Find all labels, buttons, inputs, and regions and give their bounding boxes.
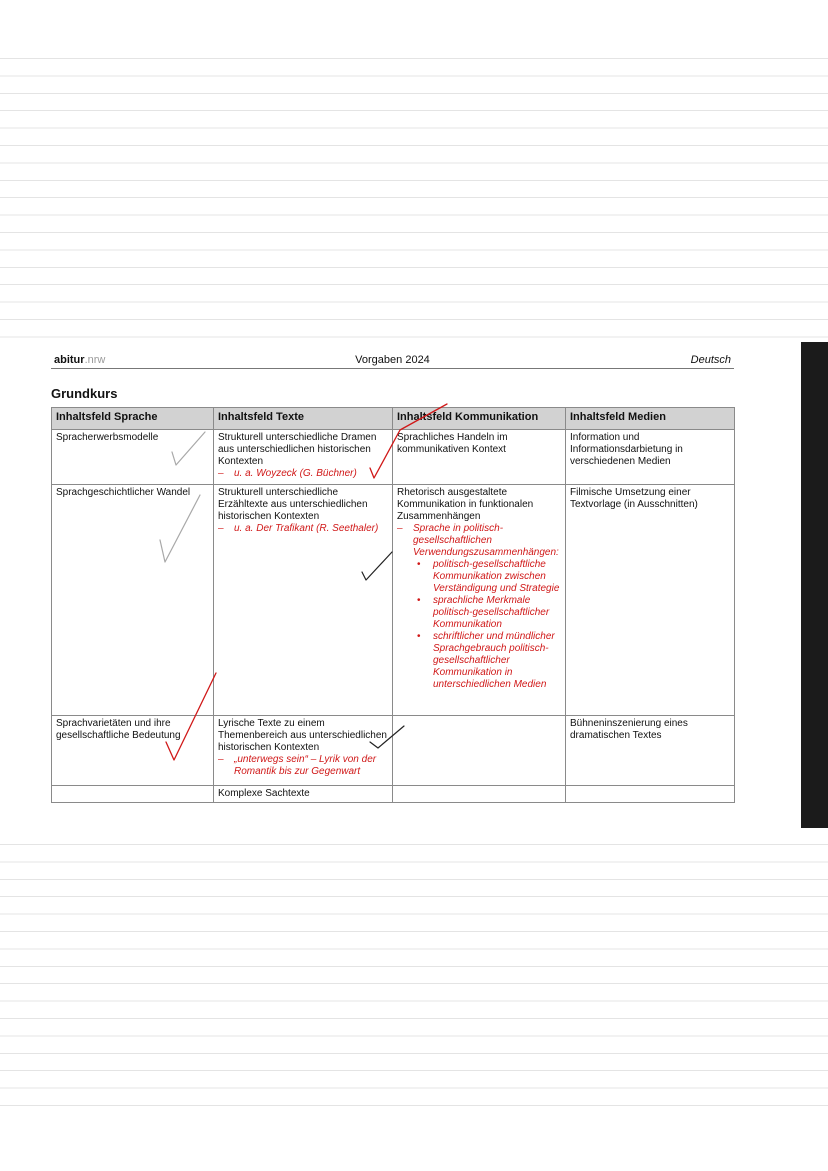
list-item: • schriftlicher und mündlicher Sprachgebrauch politisch-gesellschaftlicher Kommunikation in unterschiedlichen Medien bbox=[397, 631, 561, 691]
cell-sprache: Sprachgeschichtlicher Wandel bbox=[52, 485, 214, 716]
kommunikation-note: – Sprache in politisch-gesellschaftlichen Verwendungszusammenhängen: bbox=[397, 523, 561, 559]
list-item: • sprachliche Merkmale politisch-gesellschaftlicher Kommunikation bbox=[397, 595, 561, 631]
cell-texte: Strukturell unterschiedliche Dramen aus unterschiedlichen historischen Kontexten – u. a. Woyzeck (G. Büchner) bbox=[214, 430, 393, 485]
table-row bbox=[52, 485, 735, 716]
table-row bbox=[52, 430, 735, 485]
cell-medien: Filmische Umsetzung einer Textvorlage (in Ausschnitten) bbox=[566, 485, 735, 716]
table-row bbox=[52, 786, 735, 803]
header-subject: Deutsch bbox=[690, 354, 731, 366]
column-header: Inhaltsfeld Medien bbox=[566, 408, 735, 430]
header-title: Vorgaben 2024 bbox=[355, 354, 430, 366]
texte-note: – u. a. Woyzeck (G. Büchner) bbox=[218, 468, 388, 480]
column-header: Inhaltsfeld Texte bbox=[214, 408, 393, 430]
cell-medien: Bühneninszenierung eines dramatischen Textes bbox=[566, 716, 735, 786]
cell-sprache: Sprachvarietäten und ihre gesellschaftliche Bedeutung bbox=[52, 716, 214, 786]
column-header: Inhaltsfeld Sprache bbox=[52, 408, 214, 430]
cell-sprache bbox=[52, 786, 214, 803]
cell-texte: Strukturell unterschiedliche Erzähltexte aus unterschiedlichen historischen Kontexten – u. a. Der Trafikant (R. Seethaler) bbox=[214, 485, 393, 716]
cell-kommunikation: Sprachliches Handeln im kommunikativen Kontext bbox=[393, 430, 566, 485]
list-item: • politisch-gesellschaftliche Kommunikation zwischen Verständigung und Strategie bbox=[397, 559, 561, 595]
dark-side-panel bbox=[801, 342, 828, 828]
texte-note: – u. a. Der Trafikant (R. Seethaler) bbox=[218, 523, 388, 535]
page-header bbox=[51, 352, 734, 369]
cell-texte: Komplexe Sachtexte bbox=[214, 786, 393, 803]
course-title: Grundkurs bbox=[51, 386, 118, 401]
texte-note: – „unterwegs sein“ – Lyrik von der Romantik bis zur Gegenwart bbox=[218, 754, 388, 778]
document-page bbox=[51, 352, 734, 799]
table-header-row bbox=[52, 408, 735, 430]
cell-texte: Lyrische Texte zu einem Themenbereich aus unterschiedlichen historischen Kontexten – „unterwegs sein“ – Lyrik von der Romantik bis zur Gegenwart bbox=[214, 716, 393, 786]
cell-kommunikation: Rhetorisch ausgestaltete Kommunikation in funktionalen Zusammenhängen – Sprache in politisch-gesellschaftlichen Verwendungszusammenhängen: • politisch-gesellschaftliche Kommunikation zwischen Verständigung und Strategie • sprachliche Merkmale politisch-gesellschaftlicher Kommunikation • schriftlicher und mündlicher Sprachgebrauch politisch-gesellschaftlicher Kommunikation in unterschiedlichen Medien bbox=[393, 485, 566, 716]
column-header: Inhaltsfeld Kommunikation bbox=[393, 408, 566, 430]
table-row bbox=[52, 716, 735, 786]
cell-kommunikation bbox=[393, 786, 566, 803]
curriculum-table bbox=[51, 407, 735, 803]
cell-kommunikation bbox=[393, 716, 566, 786]
ruled-lines-bottom bbox=[0, 844, 828, 1114]
brand-logo: abitur.nrw bbox=[54, 354, 106, 366]
cell-medien: Information und Informationsdarbietung in verschiedenen Medien bbox=[566, 430, 735, 485]
ruled-lines-top bbox=[0, 58, 828, 338]
cell-sprache: Spracherwerbsmodelle bbox=[52, 430, 214, 485]
cell-medien bbox=[566, 786, 735, 803]
